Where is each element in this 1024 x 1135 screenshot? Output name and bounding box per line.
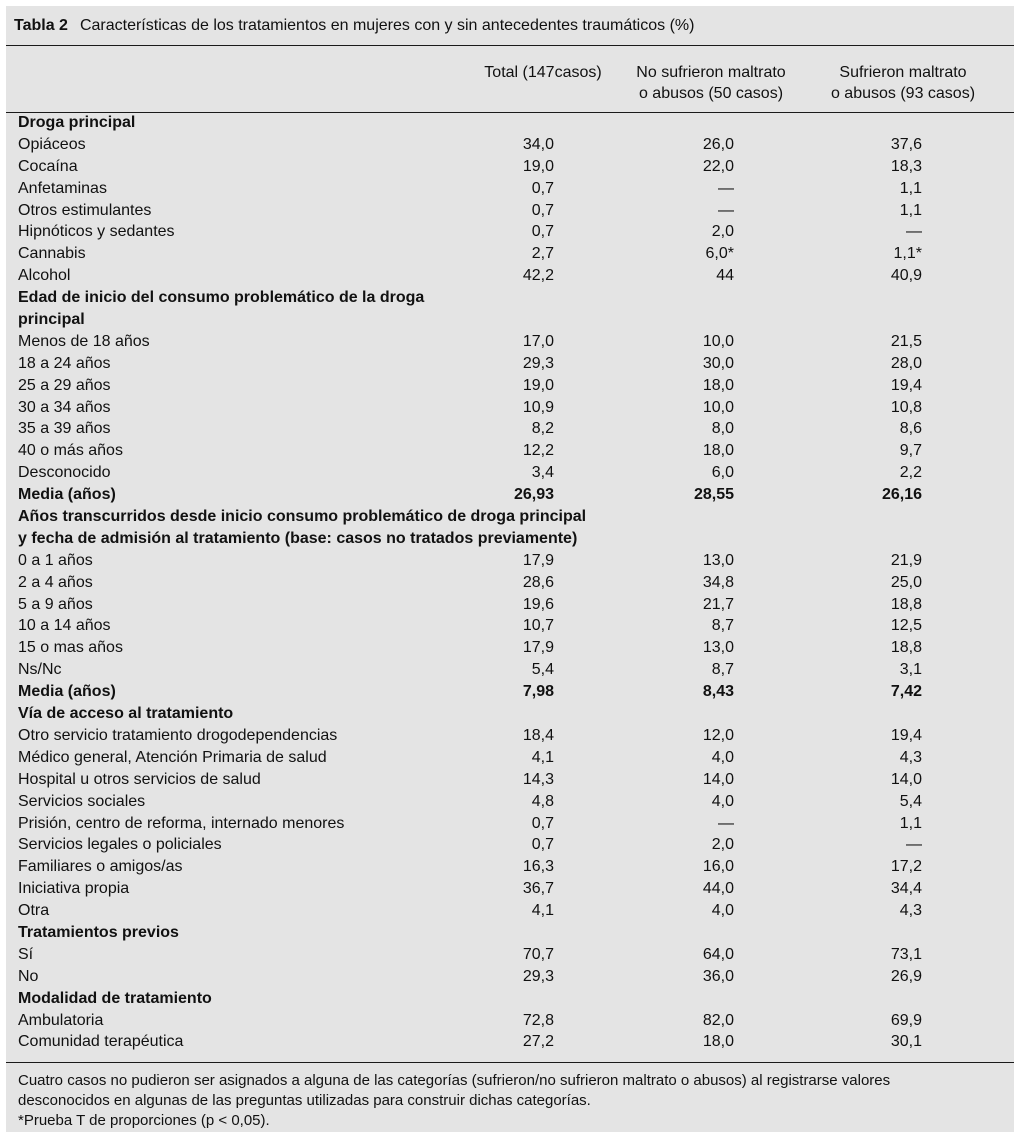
header-no-abuse-line1: No sufrieron maltrato [636, 64, 786, 81]
value-no-abuse: 13,0 [702, 639, 734, 657]
value-total: 2,7 [531, 245, 554, 263]
value-abuse: 7,42 [890, 683, 922, 701]
row-label: 15 o mas años [18, 639, 123, 657]
value-total: 0,7 [531, 223, 554, 241]
value-no-abuse: — [718, 179, 734, 197]
table-row [6, 856, 1014, 878]
row-label: Otro servicio tratamiento drogodependencias [18, 726, 338, 744]
table-row [6, 725, 1014, 747]
value-total: 26,93 [513, 486, 554, 504]
value-no-abuse: 82,0 [702, 1011, 734, 1029]
table-row [6, 265, 1014, 287]
header-no-abuse [616, 62, 806, 104]
section-row [6, 528, 1014, 550]
row-label: 30 a 34 años [18, 398, 111, 416]
table-row [6, 156, 1014, 178]
value-no-abuse: 44 [716, 267, 734, 285]
table-row [6, 134, 1014, 156]
row-label: 5 a 9 años [18, 595, 93, 613]
row-label: Modalidad de tratamiento [18, 989, 212, 1007]
table-row [6, 944, 1014, 966]
value-total: 0,7 [531, 836, 554, 854]
value-total: 4,8 [531, 792, 554, 810]
table-row [6, 462, 1014, 484]
table-row [6, 834, 1014, 856]
value-no-abuse: 18,0 [702, 442, 734, 460]
table-footnote [6, 1062, 1014, 1132]
value-abuse: 18,8 [890, 595, 922, 613]
value-no-abuse: 44,0 [702, 880, 734, 898]
value-total: 4,1 [531, 748, 554, 766]
value-no-abuse: 16,0 [702, 858, 734, 876]
row-label: Ns/Nc [18, 661, 62, 679]
section-row [6, 922, 1014, 944]
value-total: 29,3 [522, 967, 554, 985]
value-total: 3,4 [531, 464, 554, 482]
table-row [6, 418, 1014, 440]
table-row [6, 791, 1014, 813]
value-no-abuse: 34,8 [702, 573, 734, 591]
row-label: Vía de acceso al tratamiento [18, 705, 234, 723]
value-total: 16,3 [522, 858, 554, 876]
value-abuse: 21,5 [890, 332, 922, 350]
value-no-abuse: 8,7 [711, 661, 734, 679]
row-label: 2 a 4 años [18, 573, 93, 591]
value-total: 19,0 [522, 157, 554, 175]
row-label: Otros estimulantes [18, 201, 152, 219]
value-abuse: 12,5 [890, 617, 922, 635]
value-abuse: 10,8 [890, 398, 922, 416]
value-abuse: 1,1 [899, 201, 922, 219]
table-row [6, 550, 1014, 572]
value-abuse: 26,9 [890, 967, 922, 985]
value-total: 0,7 [531, 814, 554, 832]
header-abuse-line2: o abusos (93 casos) [830, 85, 976, 102]
value-no-abuse: 8,0 [711, 420, 734, 438]
section-row [6, 681, 1014, 703]
value-abuse: 30,1 [890, 1033, 922, 1051]
row-label: Cannabis [18, 245, 86, 263]
table-row [6, 813, 1014, 835]
value-total: 7,98 [522, 683, 554, 701]
row-label: Otra [18, 902, 50, 920]
table-row [6, 594, 1014, 616]
value-abuse: 37,6 [890, 135, 922, 153]
value-no-abuse: 4,0 [711, 902, 734, 920]
value-abuse: 8,6 [899, 420, 922, 438]
value-total: 10,9 [522, 398, 554, 416]
value-total: 10,7 [522, 617, 554, 635]
table-row [6, 397, 1014, 419]
table-caption [6, 6, 1014, 46]
row-label: Droga principal [18, 114, 136, 131]
value-abuse: 1,1 [899, 814, 922, 832]
row-label: Iniciativa propia [18, 880, 130, 898]
section-row [6, 506, 1014, 528]
value-abuse: 18,8 [890, 639, 922, 657]
table-row [6, 1031, 1014, 1053]
table-row [6, 178, 1014, 200]
value-no-abuse: 12,0 [702, 726, 734, 744]
section-row [6, 309, 1014, 331]
value-abuse: 2,2 [899, 464, 922, 482]
value-no-abuse: 21,7 [702, 595, 734, 613]
header-total-label: Total (147casos) [484, 64, 602, 81]
row-label: Sí [18, 945, 34, 963]
row-label: Anfetaminas [18, 179, 107, 197]
row-label: Desconocido [18, 464, 111, 482]
table-row [6, 769, 1014, 791]
value-no-abuse: 30,0 [702, 354, 734, 372]
value-abuse: 4,3 [899, 902, 922, 920]
value-total: 29,3 [522, 354, 554, 372]
value-total: 36,7 [522, 880, 554, 898]
value-no-abuse: 10,0 [702, 398, 734, 416]
row-label: 18 a 24 años [18, 354, 111, 372]
value-no-abuse: 4,0 [711, 748, 734, 766]
section-row [6, 287, 1014, 309]
value-abuse: 14,0 [890, 770, 922, 788]
table-row [6, 353, 1014, 375]
table-row [6, 615, 1014, 637]
value-no-abuse: 18,0 [702, 1033, 734, 1051]
row-label: 0 a 1 años [18, 551, 93, 569]
table-row [6, 1010, 1014, 1032]
row-label: Familiares o amigos/as [18, 858, 183, 876]
value-no-abuse: 6,0 [711, 464, 734, 482]
row-label: Opiáceos [18, 135, 86, 153]
value-total: 4,1 [531, 902, 554, 920]
value-total: 17,9 [522, 639, 554, 657]
value-abuse: 40,9 [890, 267, 922, 285]
footnote-line-1: Cuatro casos no pudieron ser asignados a alguna de las categorías (sufrieron/no sufrieron maltrato o abusos) al registrarse valores [18, 1072, 891, 1089]
value-no-abuse: 18,0 [702, 376, 734, 394]
header-abuse-line1: Sufrieron maltrato [839, 64, 967, 81]
table-2 [6, 6, 1014, 1132]
table-row [6, 659, 1014, 681]
section-row [6, 484, 1014, 506]
value-total: 19,6 [522, 595, 554, 613]
value-abuse: 1,1 [899, 179, 922, 197]
footnote-line-2: desconocidos en algunas de las preguntas utilizadas para construir dichas categorías. [18, 1092, 591, 1109]
table-row [6, 572, 1014, 594]
table-body [6, 112, 1014, 1053]
value-no-abuse: 14,0 [702, 770, 734, 788]
value-abuse: 25,0 [890, 573, 922, 591]
value-abuse: 5,4 [899, 792, 922, 810]
row-label: 40 o más años [18, 442, 123, 460]
row-label: Hipnóticos y sedantes [18, 223, 175, 241]
value-total: 17,9 [522, 551, 554, 569]
value-no-abuse: 22,0 [702, 157, 734, 175]
value-no-abuse: 8,7 [711, 617, 734, 635]
value-no-abuse: 64,0 [702, 945, 734, 963]
row-label: Ambulatoria [18, 1011, 104, 1029]
section-row [6, 703, 1014, 725]
table-row [6, 878, 1014, 900]
table-row [6, 440, 1014, 462]
value-no-abuse: — [718, 814, 734, 832]
table-row [6, 747, 1014, 769]
table-row [6, 243, 1014, 265]
footnote-line-3: *Prueba T de proporciones (p < 0,05). [18, 1112, 270, 1129]
value-abuse: 73,1 [890, 945, 922, 963]
table-row [6, 900, 1014, 922]
section-row [6, 988, 1014, 1010]
value-abuse: 21,9 [890, 551, 922, 569]
value-no-abuse: — [718, 201, 734, 219]
row-label: Alcohol [18, 267, 71, 285]
row-label: Hospital u otros servicios de salud [18, 770, 261, 788]
row-label: Media (años) [18, 683, 116, 701]
value-no-abuse: 8,43 [702, 683, 734, 701]
value-no-abuse: 13,0 [702, 551, 734, 569]
value-total: 70,7 [522, 945, 554, 963]
value-abuse: 26,16 [881, 486, 922, 504]
value-total: 12,2 [522, 442, 554, 460]
value-abuse: 69,9 [890, 1011, 922, 1029]
row-label: Media (años) [18, 486, 116, 504]
table-row [6, 637, 1014, 659]
value-total: 0,7 [531, 201, 554, 219]
value-abuse: 34,4 [890, 880, 922, 898]
row-label: principal [18, 311, 85, 329]
value-abuse: — [906, 223, 922, 241]
value-no-abuse: 36,0 [702, 967, 734, 985]
value-abuse: — [906, 836, 922, 854]
table-row [6, 966, 1014, 988]
value-total: 8,2 [531, 420, 554, 438]
table-number: Tabla 2 [14, 17, 68, 34]
value-total: 28,6 [522, 573, 554, 591]
row-label: Tratamientos previos [18, 923, 179, 941]
row-label: Comunidad terapéutica [18, 1033, 184, 1051]
table-row [6, 375, 1014, 397]
value-no-abuse: 2,0 [711, 223, 734, 241]
value-total: 18,4 [522, 726, 554, 744]
value-abuse: 28,0 [890, 354, 922, 372]
row-label: Médico general, Atención Primaria de salud [18, 748, 327, 766]
row-label: Prisión, centro de reforma, internado menores [18, 814, 345, 832]
value-total: 0,7 [531, 179, 554, 197]
value-total: 27,2 [522, 1033, 554, 1051]
row-label: Servicios legales o policiales [18, 836, 222, 854]
row-label: y fecha de admisión al tratamiento (base: casos no tratados previamente) [18, 529, 578, 547]
value-total: 14,3 [522, 770, 554, 788]
header-no-abuse-line2: o abusos (50 casos) [638, 85, 784, 102]
value-total: 17,0 [522, 332, 554, 350]
row-label: No [18, 967, 39, 985]
row-label: 25 a 29 años [18, 376, 111, 394]
row-label: Cocaína [18, 157, 78, 175]
table-row [6, 331, 1014, 353]
value-abuse: 1,1* [893, 245, 922, 263]
table-row [6, 221, 1014, 243]
row-label: Años transcurridos desde inicio consumo problemático de droga principal [18, 508, 587, 526]
section-row [6, 112, 1014, 134]
value-abuse: 19,4 [890, 376, 922, 394]
row-label: 10 a 14 años [18, 617, 111, 635]
value-total: 34,0 [522, 135, 554, 153]
value-no-abuse: 4,0 [711, 792, 734, 810]
value-total: 42,2 [522, 267, 554, 285]
table-header [6, 46, 1014, 113]
value-no-abuse: 26,0 [702, 135, 734, 153]
value-abuse: 3,1 [899, 661, 922, 679]
value-total: 19,0 [522, 376, 554, 394]
row-label: 35 a 39 años [18, 420, 111, 438]
value-abuse: 19,4 [890, 726, 922, 744]
header-total [458, 62, 628, 83]
header-abuse [808, 62, 998, 104]
value-abuse: 17,2 [890, 858, 922, 876]
row-label: Menos de 18 años [18, 332, 150, 350]
table-row [6, 200, 1014, 222]
value-no-abuse: 2,0 [711, 836, 734, 854]
table-title: Características de los tratamientos en mujeres con y sin antecedentes traumáticos (%) [79, 17, 695, 34]
row-label: Servicios sociales [18, 792, 146, 810]
value-abuse: 9,7 [899, 442, 922, 460]
value-abuse: 4,3 [899, 748, 922, 766]
value-total: 72,8 [522, 1011, 554, 1029]
value-total: 5,4 [531, 661, 554, 679]
row-label: Edad de inicio del consumo problemático de la droga [18, 289, 425, 307]
value-no-abuse: 10,0 [702, 332, 734, 350]
value-no-abuse: 28,55 [693, 486, 734, 504]
value-no-abuse: 6,0* [705, 245, 734, 263]
value-abuse: 18,3 [890, 157, 922, 175]
